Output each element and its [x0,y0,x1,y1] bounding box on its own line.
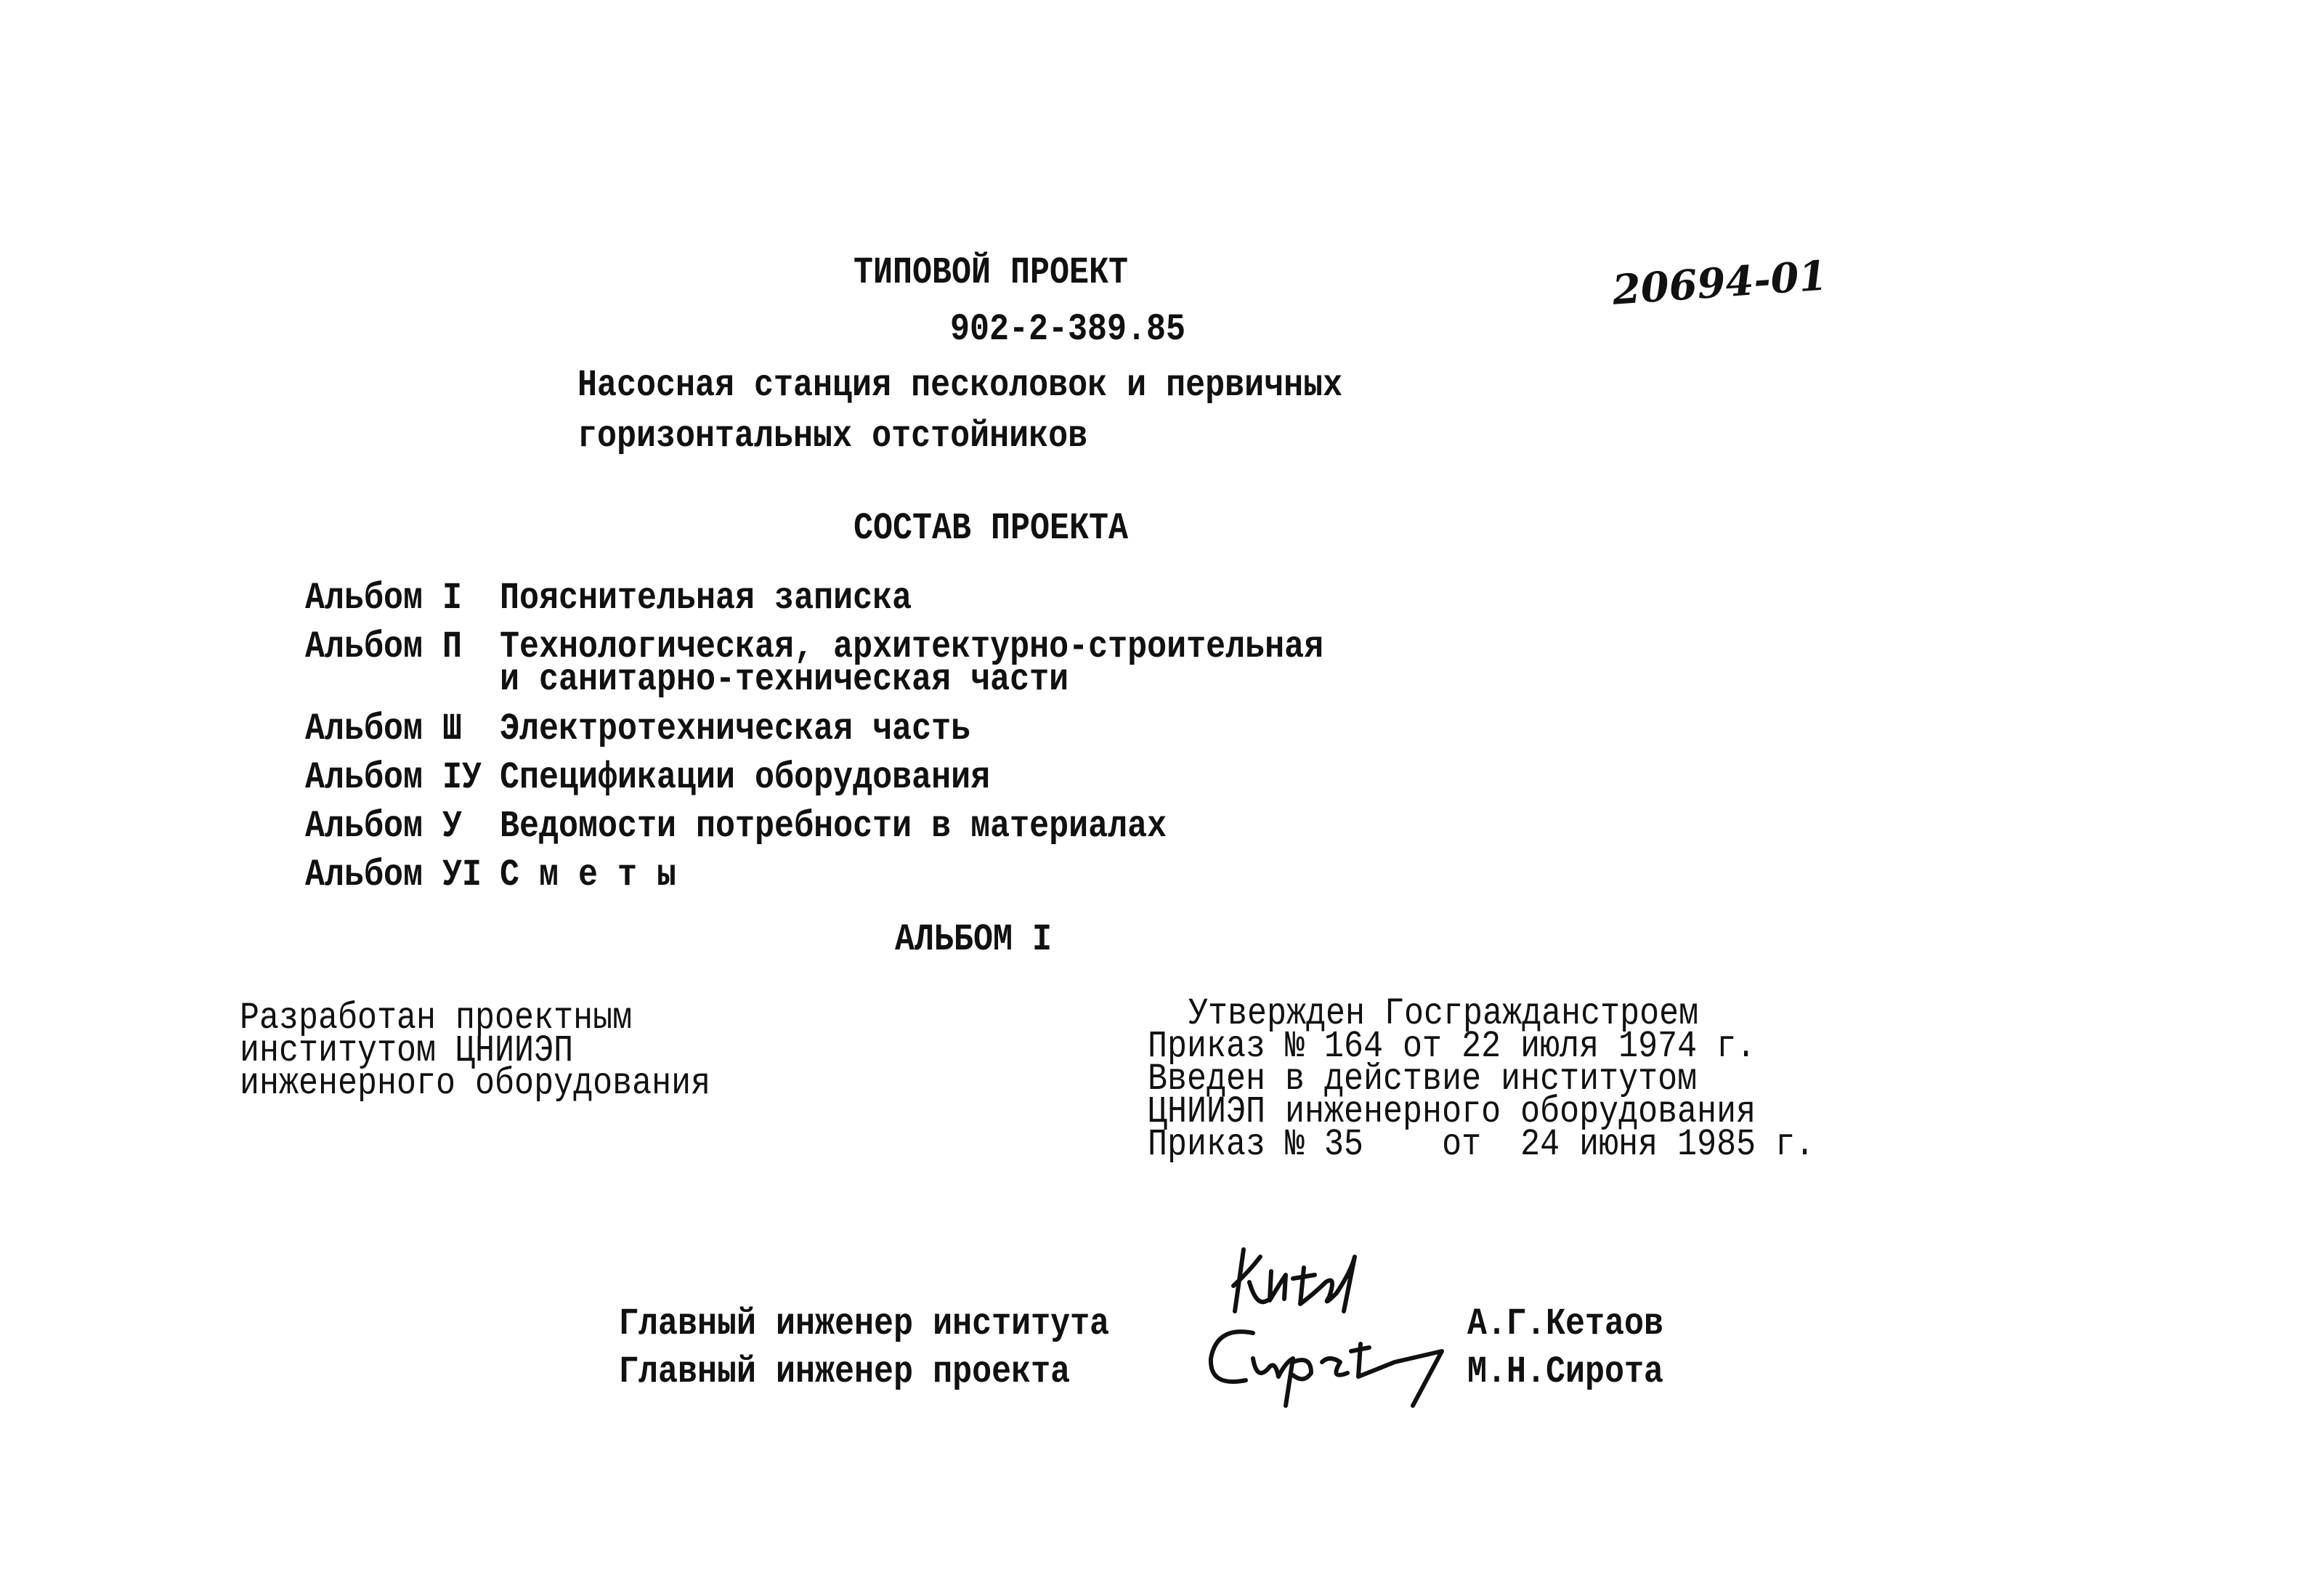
signatory-name: А.Г.Кетаов [1467,1303,1664,1346]
album-title: Пояснительная записка [500,577,912,620]
approval-line: Введен в действие институтом [1148,1058,1698,1101]
album-label: Альбом У [305,805,463,848]
approval-line: Утвержден Госгражданстроем [1188,992,1699,1036]
album-label: Альбом I [305,577,463,620]
approval-line: Приказ № 35 от 24 июня 1985 г. [1148,1123,1815,1167]
album-label: Альбом П [305,625,463,669]
approval-line: ЦНИИЭП инженерного оборудования [1148,1090,1756,1134]
signatory-name: М.Н.Сирота [1467,1350,1664,1394]
developer-line: Разработан проектным [240,997,633,1040]
project-subject-line-2: горизонтальных отстойников [577,415,1088,458]
developer-line: институтом ЦНИИЭП [240,1029,574,1073]
signature-chief-engineer-institute [1228,1242,1387,1322]
album-label: Альбом Ш [305,708,463,751]
project-number: 902-2-389.85 [950,308,1186,352]
album-label: Альбом УI [305,854,482,897]
project-subject-line-1: Насосная станция песколовок и первичных [577,364,1343,408]
album-title-continued: и санитарно-техническая части [500,658,1069,702]
signatory-role: Главный инженер проекта [619,1350,1071,1394]
album-title: Спецификации оборудования [500,756,991,800]
album-title: Ведомости потребности в материалах [500,805,1167,848]
contents-heading: СОСТАВ ПРОЕКТА [853,507,1129,551]
album-title: С м е т ы [500,854,677,897]
album-label: Альбом IУ [305,756,482,800]
album-title: Электротехническая часть [500,708,971,751]
approval-line: Приказ № 164 от 22 июля 1974 г. [1148,1025,1756,1069]
signatory-role: Главный инженер института [619,1303,1110,1346]
album-title: Технологическая, архитектурно-строительная [500,625,1324,669]
inventory-number-handwritten: 20694-01 [1610,251,1829,315]
signature-chief-engineer-project [1202,1318,1456,1413]
developer-line: инженерного оборудования [240,1062,711,1106]
document-type-title: ТИПОВОЙ ПРОЕКТ [853,251,1129,295]
current-album-heading: АЛЬБОМ I [895,918,1053,962]
